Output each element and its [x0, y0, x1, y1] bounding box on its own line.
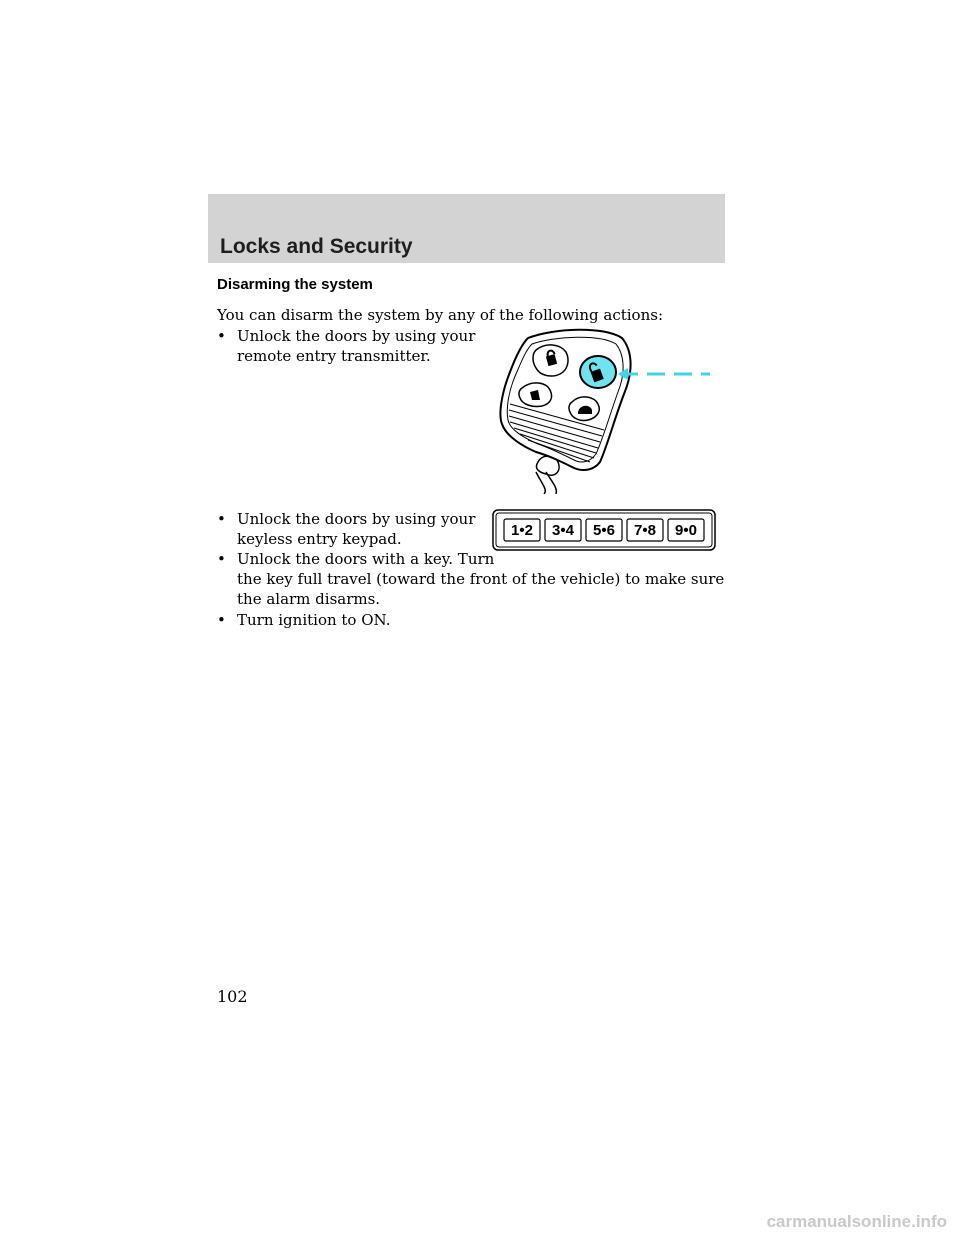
- keypad-key: [504, 519, 540, 541]
- bullet-dot: •: [217, 327, 226, 345]
- lock-button: [533, 345, 568, 376]
- bullet-text: Turn ignition to ON.: [237, 611, 391, 629]
- page-number: 102: [217, 987, 248, 1006]
- bullet-text: Unlock the doors by using your keyless entry keypad.: [237, 510, 476, 548]
- bullet-dot: •: [217, 611, 226, 629]
- panic-button: [519, 383, 552, 407]
- svg-text:3•4: 3•4: [552, 522, 574, 539]
- keypad-key: [545, 519, 581, 541]
- svg-text:1•2: 1•2: [511, 522, 533, 539]
- header-band: [208, 194, 725, 263]
- remote-transmitter-illustration: [492, 322, 717, 494]
- keyless-entry-keypad: [492, 509, 716, 551]
- unlock-button-highlighted: [580, 356, 616, 388]
- keypad-key: [627, 519, 663, 541]
- keypad-key: [668, 519, 704, 541]
- bullet-keyless-keypad: [217, 509, 487, 549]
- svg-text:7•8: 7•8: [634, 522, 656, 539]
- intro-text: You can disarm the system by any of the following actions:: [217, 306, 663, 324]
- bullet-dot: •: [217, 510, 226, 528]
- bullet-text: Unlock the doors by using your remote entry transmitter.: [237, 327, 476, 365]
- bullet-dot: •: [217, 550, 226, 568]
- svg-text:9•0: 9•0: [675, 522, 697, 539]
- trunk-button: [569, 397, 599, 421]
- bullet-text: Unlock the doors with a key. Turn the key full travel (toward the front of the vehicle) to make sure the alarm disarms.: [237, 550, 725, 608]
- bullet-key-unlock: [217, 549, 747, 609]
- watermark: carmanualsonline.info: [766, 1212, 947, 1231]
- svg-text:5•6: 5•6: [593, 522, 615, 539]
- section-title: Locks and Security: [220, 235, 413, 258]
- subheading: Disarming the system: [217, 276, 373, 293]
- bullet-ignition-on: [217, 610, 747, 630]
- keypad-key: [586, 519, 622, 541]
- bullet-remote-transmitter: [217, 326, 487, 366]
